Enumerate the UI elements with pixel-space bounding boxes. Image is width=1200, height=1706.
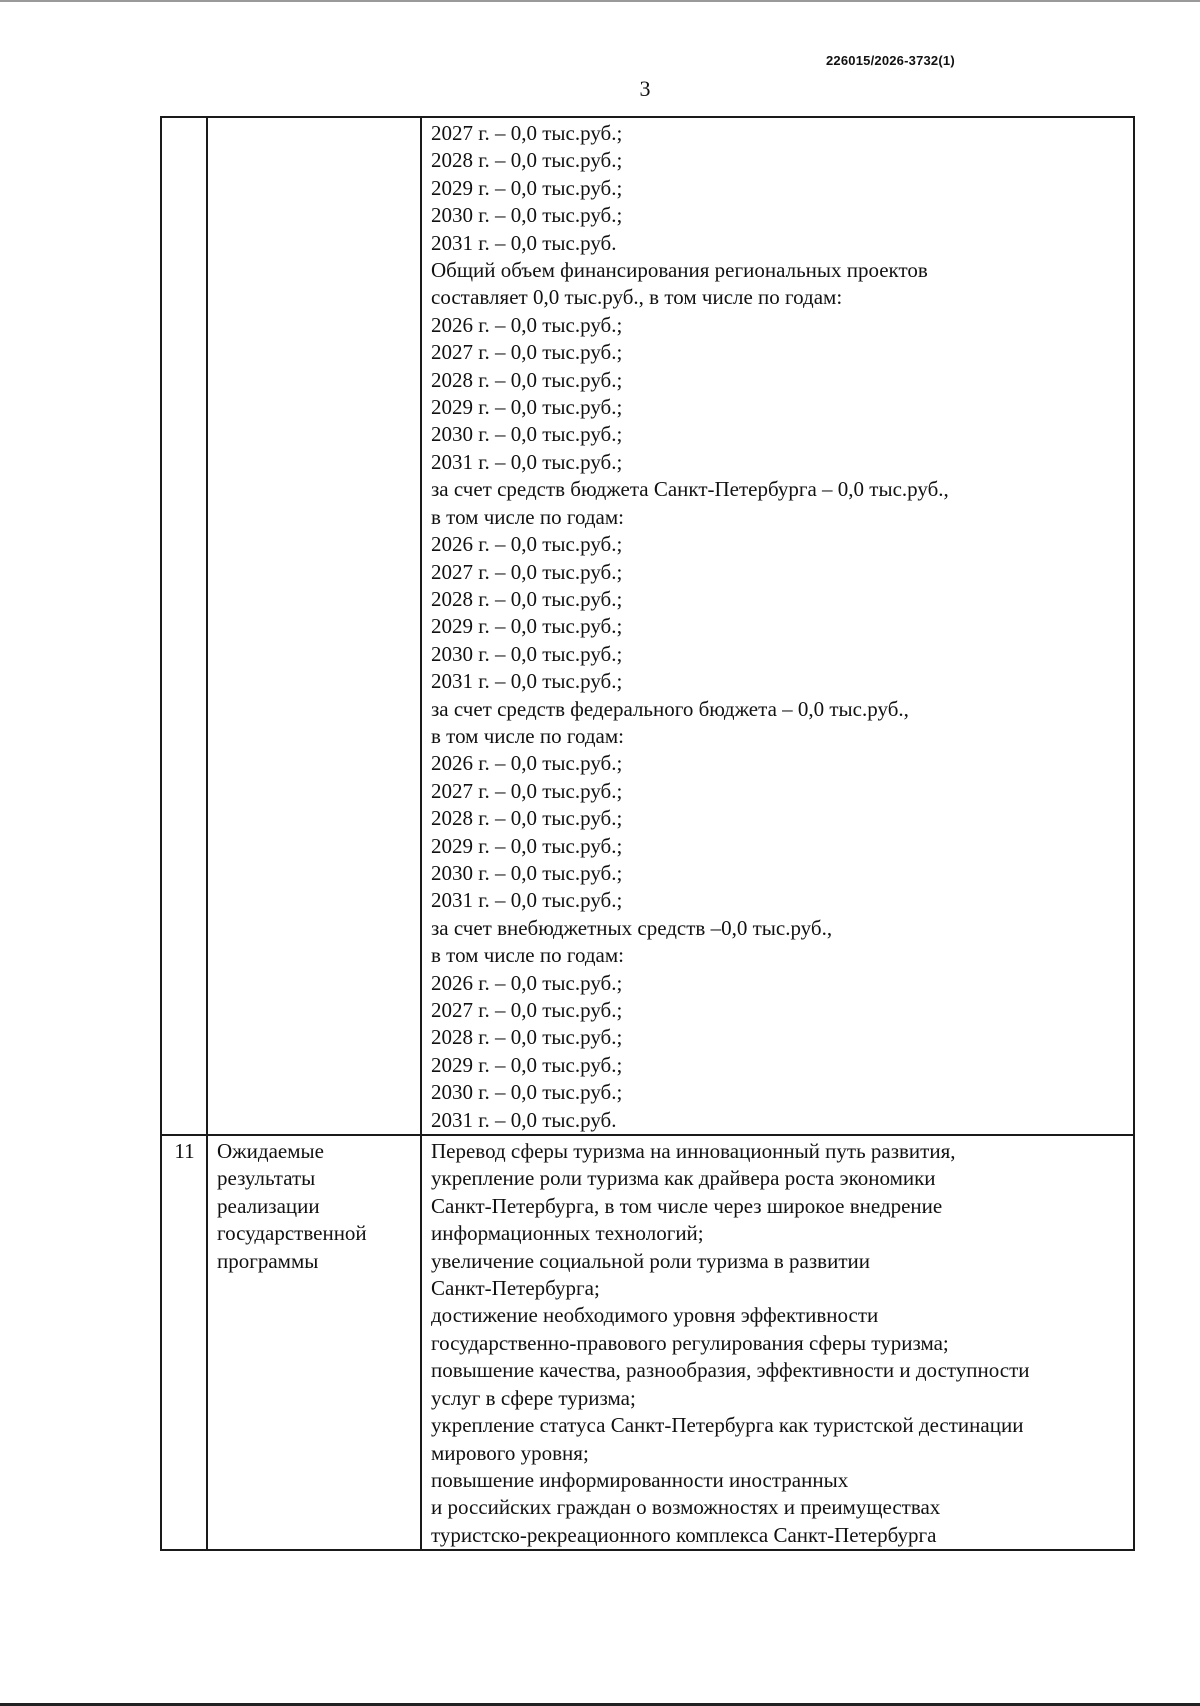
content-line: 2031 г. – 0,0 тыс.руб.; xyxy=(431,669,623,694)
row-label-line: программы xyxy=(217,1248,319,1273)
content-line: 2026 г. – 0,0 тыс.руб.; xyxy=(431,751,623,776)
content-line: за счет средств федерального бюджета – 0,0 тыс.руб., xyxy=(431,696,909,721)
content-line: 2027 г. – 0,0 тыс.руб.; xyxy=(431,121,623,145)
row-content-cell xyxy=(421,1135,1134,1550)
row-label-cell xyxy=(207,117,421,1135)
content-line: государственно-правового регулирования сферы туризма; xyxy=(431,1330,949,1355)
row-number-cell xyxy=(161,117,207,1135)
page-number: 3 xyxy=(639,76,651,101)
content-line: услуг в сфере туризма; xyxy=(431,1385,636,1410)
content-line: увеличение социальной роли туризма в развитии xyxy=(431,1248,870,1273)
content-line: туристско-рекреационного комплекса Санкт-Петербурга xyxy=(431,1522,937,1547)
content-line: 2026 г. – 0,0 тыс.руб.; xyxy=(431,532,623,557)
content-line: 2027 г. – 0,0 тыс.руб.; xyxy=(431,998,623,1022)
content-line: 2027 г. – 0,0 тыс.руб.; xyxy=(431,778,623,803)
top-edge-rule xyxy=(0,0,1200,2)
content-line: Общий объем финансирования региональных проектов xyxy=(431,258,928,283)
content-line: 2028 г. – 0,0 тыс.руб.; xyxy=(431,586,623,611)
content-line: 2027 г. – 0,0 тыс.руб.; xyxy=(431,340,623,365)
content-line: укрепление роли туризма как драйвера роста экономики xyxy=(431,1166,936,1191)
row-label-cell xyxy=(207,1135,421,1550)
content-line: 2028 г. – 0,0 тыс.руб.; xyxy=(431,148,623,173)
row-content-cell xyxy=(421,117,1134,1135)
row-label-line: реализации xyxy=(217,1193,320,1218)
content-line: 2029 г. – 0,0 тыс.руб.; xyxy=(431,833,623,858)
content-line: в том числе по годам: xyxy=(431,943,624,968)
content-line: 2028 г. – 0,0 тыс.руб.; xyxy=(431,367,623,392)
content-line: 2029 г. – 0,0 тыс.руб.; xyxy=(431,614,623,639)
content-line: 2026 г. – 0,0 тыс.руб.; xyxy=(431,970,623,995)
row-label-line: результаты xyxy=(217,1166,316,1191)
content-line: информационных технологий; xyxy=(431,1221,704,1246)
content-line: 2030 г. – 0,0 тыс.руб.; xyxy=(431,641,623,666)
row-label-line: Ожидаемые xyxy=(217,1139,324,1164)
content-line: в том числе по годам: xyxy=(431,504,624,529)
content-line: в том числе по годам: xyxy=(431,723,624,748)
content-line: 2028 г. – 0,0 тыс.руб.; xyxy=(431,806,623,831)
content-line: Перевод сферы туризма на инновационный путь развития, xyxy=(431,1139,956,1164)
content-line: 2030 г. – 0,0 тыс.руб.; xyxy=(431,1080,623,1105)
content-line: 2029 г. – 0,0 тыс.руб.; xyxy=(431,1052,623,1077)
content-line: составляет 0,0 тыс.руб., в том числе по годам: xyxy=(431,285,843,310)
content-line: 2031 г. – 0,0 тыс.руб. xyxy=(431,230,617,255)
content-line: 2031 г. – 0,0 тыс.руб. xyxy=(431,1107,617,1132)
content-line: укрепление статуса Санкт-Петербурга как туристской дестинации xyxy=(431,1413,1024,1438)
content-line: за счет внебюджетных средств –0,0 тыс.руб., xyxy=(431,915,833,940)
content-line: и российских граждан о возможностях и преимуществах xyxy=(431,1495,941,1520)
content-line: 2031 г. – 0,0 тыс.руб.; xyxy=(431,449,623,474)
content-line: достижение необходимого уровня эффективности xyxy=(431,1303,879,1328)
content-line: 2028 г. – 0,0 тыс.руб.; xyxy=(431,1025,623,1050)
content-line: 2029 г. – 0,0 тыс.руб.; xyxy=(431,395,623,420)
content-line: 2030 г. – 0,0 тыс.руб.; xyxy=(431,422,623,447)
content-line: за счет средств бюджета Санкт-Петербурга – 0,0 тыс.руб., xyxy=(431,477,949,502)
table-row-expected-results xyxy=(161,1135,1134,1550)
program-passport-table xyxy=(160,116,1135,1551)
content-line: мирового уровня; xyxy=(431,1440,589,1465)
content-line: повышение информированности иностранных xyxy=(431,1467,849,1492)
content-line: 2031 г. – 0,0 тыс.руб.; xyxy=(431,888,623,913)
row-label-line: государственной xyxy=(217,1221,367,1246)
content-line: 2029 г. – 0,0 тыс.руб.; xyxy=(431,175,623,200)
content-line: 2027 г. – 0,0 тыс.руб.; xyxy=(431,559,623,584)
content-line: 2026 г. – 0,0 тыс.руб.; xyxy=(431,312,623,337)
document-number: 226015/2026-3732(1) xyxy=(826,53,955,68)
row-number-cell xyxy=(161,1135,207,1550)
content-line: Санкт-Петербурга; xyxy=(431,1276,600,1301)
content-line: повышение качества, разнообразия, эффективности и доступности xyxy=(431,1358,1030,1383)
content-line: 2030 г. – 0,0 тыс.руб.; xyxy=(431,203,623,228)
row-number: 11 xyxy=(174,1139,195,1164)
content-line: Санкт-Петербурга, в том числе через широкое внедрение xyxy=(431,1193,943,1218)
content-line: 2030 г. – 0,0 тыс.руб.; xyxy=(431,860,623,885)
table-row-financing-continued xyxy=(161,117,1134,1135)
